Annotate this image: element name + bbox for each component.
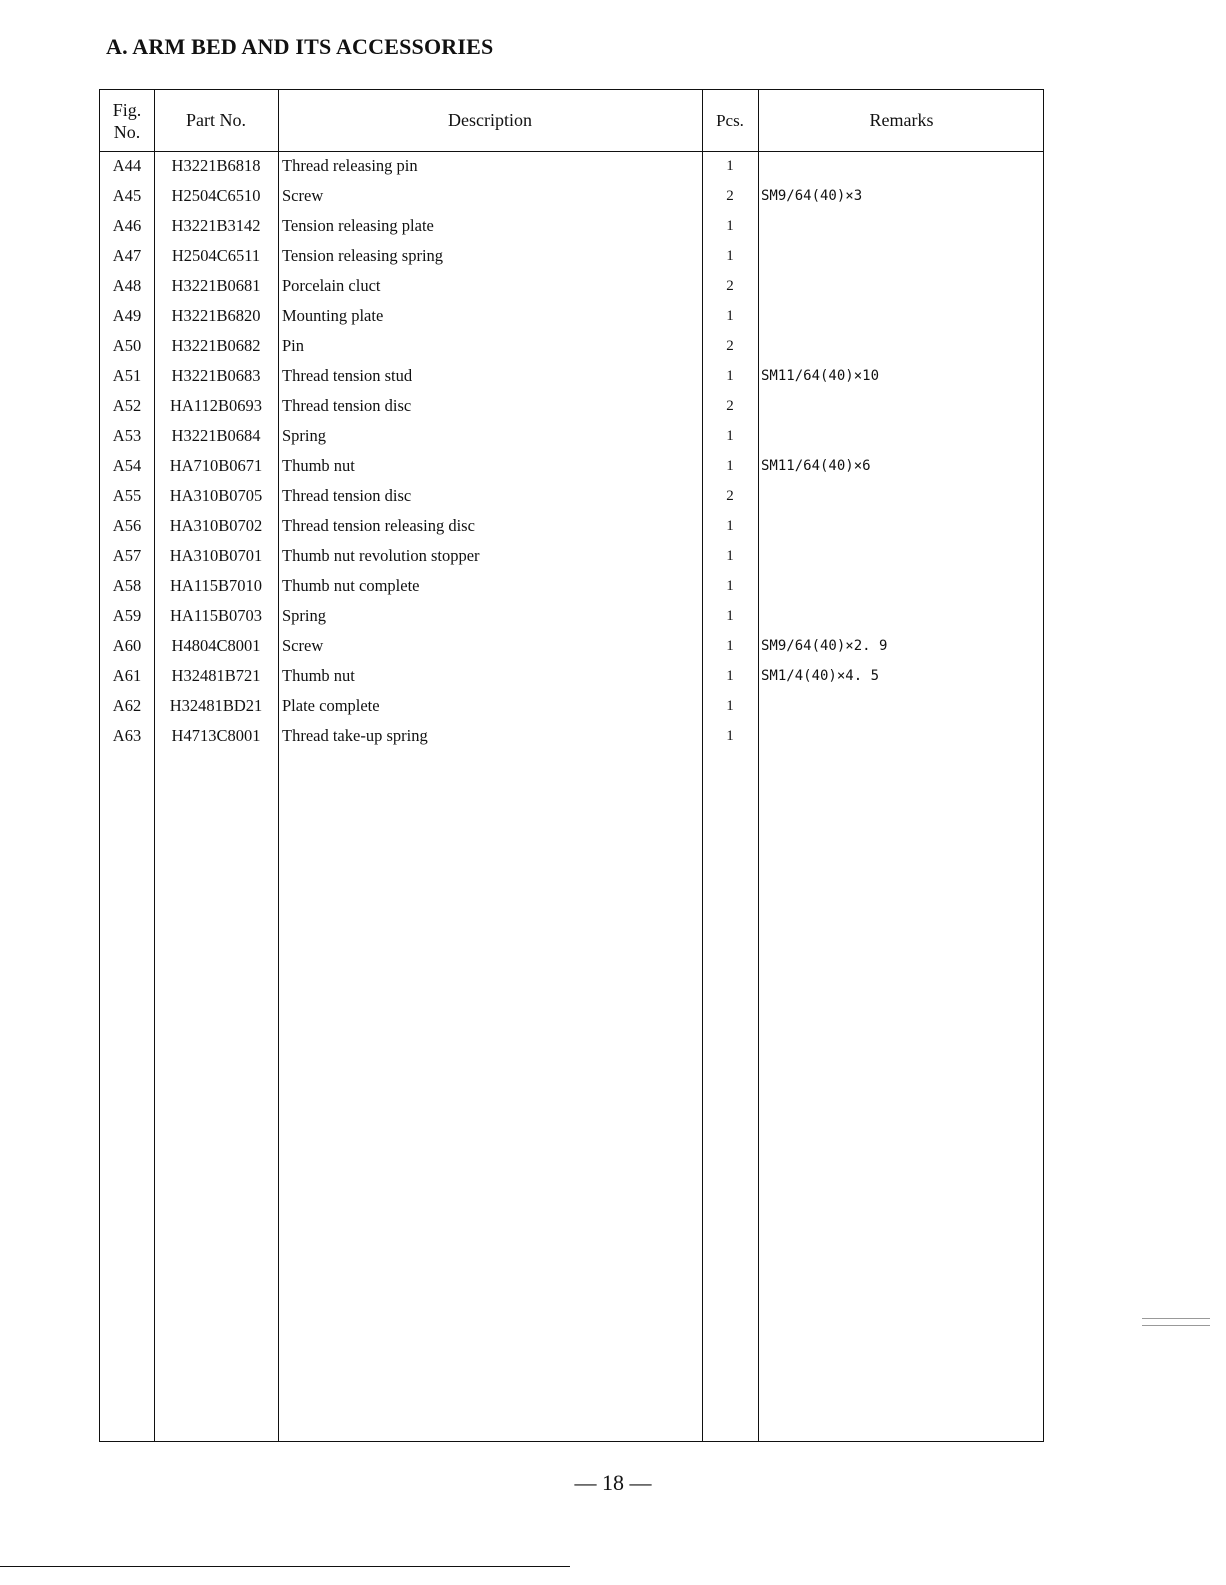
pcs-cell: 1 [726,158,734,174]
part-no-cell: HA710B0671 [169,456,263,475]
pcs-cell: 1 [726,578,734,594]
fig-cell: A47 [112,246,142,265]
table-row [100,511,1043,541]
fig-cell: A62 [112,696,142,715]
pcs-cell: 1 [726,428,734,444]
description-cell: Thread tension stud [282,366,413,385]
part-no-cell: H32481BD21 [169,696,263,715]
fig-cell: A45 [112,186,142,205]
remarks-cell [761,151,1041,181]
table-row [100,181,1043,211]
remarks-cell [761,391,1041,421]
part-no-cell: HA112B0693 [170,396,262,415]
description-cell: Thumb nut [282,666,355,685]
header-pcs: Pcs. [716,110,744,130]
remarks-cell [761,541,1041,571]
pcs-cell: 2 [726,278,734,294]
remarks-cell [761,481,1041,511]
table-row [100,211,1043,241]
table-row [100,691,1043,721]
pcs-cell: 1 [726,608,734,624]
description-cell: Thread tension disc [282,486,412,505]
fig-cell: A60 [112,636,142,655]
part-no-cell: H3221B0683 [171,366,261,385]
fig-cell: A50 [112,336,142,355]
table-row [100,661,1043,691]
table-row [100,481,1043,511]
table-row [100,361,1043,391]
remarks-cell [761,271,1041,301]
page-title: A. ARM BED AND ITS ACCESSORIES [106,34,494,59]
remarks-cell: SM9/64(40)×3 [761,188,863,204]
description-cell: Spring [282,606,327,625]
description-cell: Thread take-up spring [282,726,428,745]
table-row [100,391,1043,421]
remarks-cell: SM1/4(40)×4. 5 [761,668,880,684]
description-cell: Tension releasing spring [282,246,444,265]
fig-cell: A52 [112,396,142,415]
table-row [100,601,1043,631]
description-cell: Thread tension releasing disc [282,516,475,535]
table-row [100,331,1043,361]
table-body [100,151,1043,751]
pcs-cell: 1 [726,248,734,264]
description-cell: Mounting plate [282,306,384,325]
description-cell: Tension releasing plate [282,216,434,235]
fig-cell: A61 [112,666,142,685]
table-row [100,151,1043,181]
bottom-rule [0,1566,570,1567]
pcs-cell: 1 [726,638,734,654]
pcs-cell: 1 [726,458,734,474]
pcs-cell: 1 [726,218,734,234]
remarks-cell [761,691,1041,721]
header-part-no: Part No. [186,110,246,130]
table-row [100,271,1043,301]
remarks-cell: SM11/64(40)×6 [761,458,871,474]
fig-cell: A57 [112,546,142,565]
fig-cell: A59 [112,606,142,625]
fig-cell: A48 [112,276,142,295]
description-cell: Thumb nut [282,456,355,475]
description-cell: Plate complete [282,696,380,715]
remarks-cell [761,511,1041,541]
header-fig-line2: No. [113,121,141,142]
description-cell: Thumb nut revolution stopper [282,546,480,565]
fig-cell: A55 [112,486,142,505]
table-row [100,421,1043,451]
table-row [100,631,1043,661]
page-number: — 18 — [574,1470,652,1495]
scan-artifact [1142,1318,1210,1326]
description-cell: Pin [282,336,305,355]
pcs-cell: 1 [726,548,734,564]
description-cell: Screw [282,186,324,205]
table-row [100,571,1043,601]
fig-cell: A56 [112,516,142,535]
pcs-cell: 2 [726,188,734,204]
fig-cell: A49 [112,306,142,325]
fig-cell: A51 [112,366,142,385]
remarks-cell: SM11/64(40)×10 [761,368,880,384]
part-no-cell: H2504C6511 [171,246,261,265]
part-no-cell: H4804C8001 [171,636,261,655]
remarks-cell [761,421,1041,451]
header-remarks: Remarks [869,110,934,130]
pcs-cell: 1 [726,698,734,714]
pcs-cell: 1 [726,518,734,534]
pcs-cell: 1 [726,668,734,684]
part-no-cell: H3221B6820 [171,306,261,325]
remarks-cell [761,601,1041,631]
description-cell: Porcelain cluct [282,276,381,295]
part-no-cell: HA310B0705 [169,486,263,505]
header-description: Description [448,110,532,130]
pcs-cell: 1 [726,368,734,384]
part-no-cell: HA310B0701 [169,546,263,565]
remarks-cell [761,211,1041,241]
table-row [100,541,1043,571]
part-no-cell: HA115B7010 [170,576,262,595]
remarks-cell [761,721,1041,751]
part-no-cell: H3221B0682 [171,336,261,355]
remarks-cell [761,571,1041,601]
description-cell: Screw [282,636,324,655]
description-cell: Thread tension disc [282,396,412,415]
part-no-cell: H3221B0684 [171,426,261,445]
part-no-cell: HA310B0702 [169,516,263,535]
pcs-cell: 1 [726,308,734,324]
fig-cell: A58 [112,576,142,595]
fig-cell: A63 [112,726,142,745]
header-fig-line1: Fig. [112,99,142,120]
part-no-cell: H3221B0681 [171,276,261,295]
description-cell: Thumb nut complete [282,576,420,595]
remarks-cell [761,301,1041,331]
pcs-cell: 2 [726,338,734,354]
header-fig-no [100,90,154,151]
description-cell: Spring [282,426,327,445]
description-cell: Thread releasing pin [282,156,418,175]
pcs-cell: 1 [726,728,734,744]
part-no-cell: H4713C8001 [171,726,261,745]
fig-cell: A54 [112,456,142,475]
fig-cell: A44 [112,156,142,175]
table-row [100,301,1043,331]
part-no-cell: HA115B0703 [170,606,262,625]
fig-cell: A46 [112,216,142,235]
part-no-cell: H32481B721 [171,666,261,685]
part-no-cell: H2504C6510 [171,186,261,205]
parts-table [99,89,1044,1442]
part-no-cell: H3221B3142 [171,216,261,235]
table-row [100,721,1043,751]
fig-cell: A53 [112,426,142,445]
pcs-cell: 2 [726,488,734,504]
remarks-cell [761,241,1041,271]
table-row [100,451,1043,481]
part-no-cell: H3221B6818 [171,156,261,175]
pcs-cell: 2 [726,398,734,414]
remarks-cell: SM9/64(40)×2. 9 [761,638,888,654]
remarks-cell [761,331,1041,361]
table-row [100,241,1043,271]
